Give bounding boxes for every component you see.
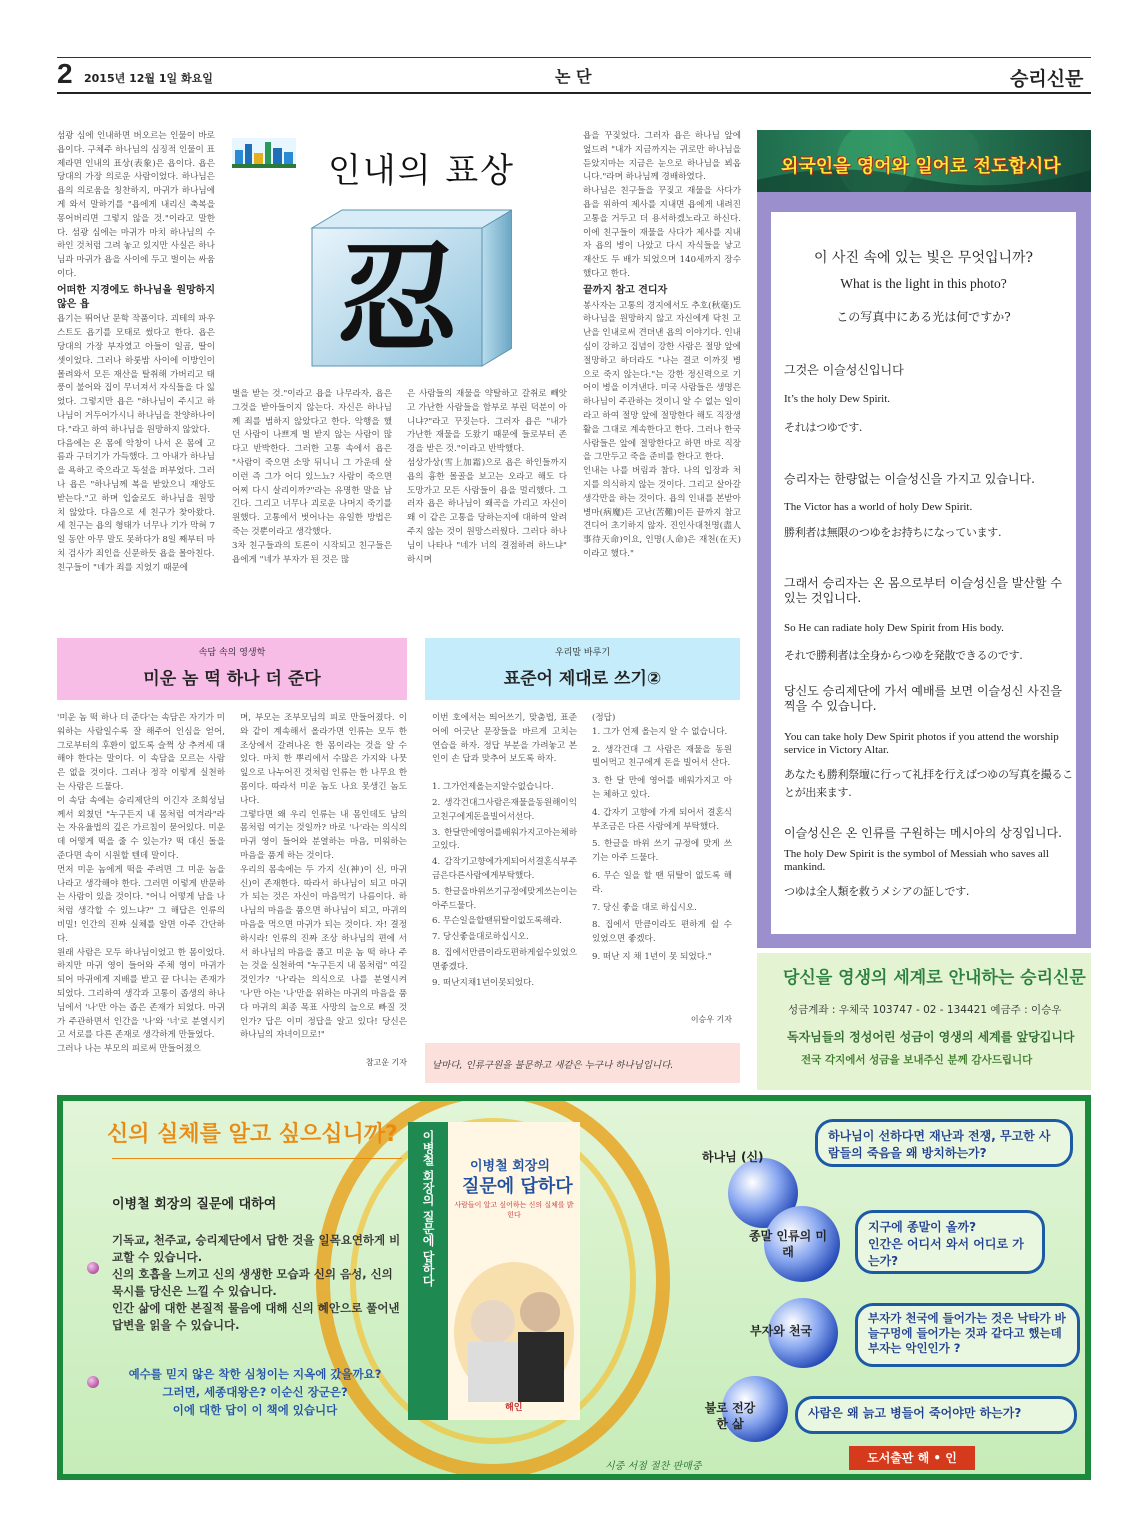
subheading: 어떠한 지경에도 하나님을 원망하지 않은 욥 bbox=[57, 284, 215, 310]
sphere-rich-label: 부자와 천국 bbox=[750, 1324, 813, 1338]
grammar-question-list bbox=[432, 781, 577, 990]
city-skyline-icon bbox=[232, 138, 296, 168]
statement-3-english: So He can radiate holy Dew Spirit from His body. bbox=[784, 622, 1004, 634]
pill-text: 하나님이 선하다면 재난과 전쟁, 무고한 사람들의 죽음을 왜 방치하는가? bbox=[828, 1129, 1051, 1160]
grammar-question: 4. 감작기고향에가게되어서결혼식부주금은다른사람에게부탁했다. bbox=[432, 857, 577, 881]
question-pill-2 bbox=[855, 1210, 1045, 1274]
ad-question-2: 그러면, 세종대왕은? 이순신 장군은? bbox=[162, 1385, 348, 1399]
grammar-question: 1. 그가언제올는지알수없습니다. bbox=[432, 782, 554, 793]
grammar-answers-label: (정답) bbox=[592, 713, 616, 723]
statement-4-korean: 당신도 승리제단에 가서 예배를 보면 이슬성신 사진을 찍을 수 있습니다. bbox=[784, 684, 1062, 713]
proverb-kicker: 속담 속의 영생학 bbox=[198, 648, 266, 658]
editorial-column-4 bbox=[583, 130, 741, 616]
grammar-answer: 8. 집에서 만큼이라도 편하게 쉴 수 있었으면 좋겠다. bbox=[592, 920, 732, 945]
book-title-1: 이병철 회장의 bbox=[470, 1159, 550, 1174]
editorial-title: 인내의 표상 bbox=[328, 151, 516, 191]
statement-4-english: You can take holy Dew Spirit photos if you attend the worship service in Victory Altar. bbox=[784, 731, 1059, 756]
paragraph: 벌을 받는 것."이라고 욥을 나무라자, 욥은 그것을 받아들이지 않는다. 자신은 하나님께 죄를 범하지 않았다고 한다. 악행을 했던 사람이 나쁘게 벌 받지 않는 사람이 많다고 반박한다. 그러한 고통 속에서 욥은 "사람이 죽으면 소망 뒤니니 그 가운데 살이런 즉 그가 어디 있느뇨? 사람이 죽으면 어찌 다시 살리이까?"라는 유명한 말을 남긴다. 그리고 너무나 괴로운 나머지 죽기를 원했다. 고통에서 벗어나는 유일한 방법은 죽는 것뿐이라고 생각했다. bbox=[232, 389, 392, 537]
sphere-health-label: 불로 전강한 삶 bbox=[704, 1401, 756, 1431]
grammar-intro: 이번 호에서는 띄어쓰기, 맞춤법, 표준어에 어긋난 문장들을 바르게 고치는 연습을 하자. 정답 부분을 가려놓고 본인이 손 답과 맞추어 보도록 하자. bbox=[432, 713, 577, 765]
question-pill-4 bbox=[795, 1396, 1077, 1434]
ad-body-3: 인간 삶에 대한 본질적 물음에 대해 신의 혜안으로 풀어낸 답변을 읽을 수 있습니다. bbox=[112, 1301, 400, 1332]
statement-1-japanese: それはつゆです. bbox=[784, 421, 863, 434]
statement-2-japanese: 勝利者は無限のつゆをお持ちになっています. bbox=[784, 526, 1002, 539]
question-japanese: この写真中にある光は何ですか? bbox=[836, 310, 1011, 324]
question-korean: 이 사진 속에 있는 빛은 무엇입니까? bbox=[813, 250, 1034, 266]
grammar-question: 8. 집에서만큼이라도편하게쉴수있었으면좋겠다. bbox=[432, 947, 577, 972]
statement-5-japanese: つゆは全人類を救うメシアの証しです. bbox=[784, 885, 970, 898]
donation-info-title: 당신을 영생의 세계로 안내하는 승리신문 bbox=[783, 968, 1086, 988]
cube-character: 忍 bbox=[337, 230, 457, 368]
handwritten-note: 날마다, 인류구원을 불문하고 새같은 누구나 하나님입니다. bbox=[432, 1060, 674, 1071]
issue-date: 2015년 12월 1일 화요일 bbox=[84, 72, 213, 85]
ad-subtitle: 이병철 회장의 질문에 대하여 bbox=[112, 1197, 277, 1212]
pill-text: 사람은 왜 늙고 병들어 죽어야만 하는가? bbox=[808, 1406, 1022, 1420]
publisher-badge: 도서출판 해 • 인 bbox=[849, 1446, 975, 1470]
grammar-question: 3. 한달만에영어를배워가지고아는체하고있다. bbox=[432, 827, 577, 852]
statement-5-korean: 이슬성신은 온 인류를 구원하는 메시아의 상징입니다. bbox=[784, 826, 1062, 840]
evangelism-banner-title: 외국인을 영어와 일어로 전도합시다 bbox=[781, 156, 1061, 177]
ad-body-1: 기독교, 천주교, 승리제단에서 답한 것을 일목요연하게 비교할 수 있습니다. bbox=[112, 1233, 401, 1264]
book-subtitle: 사람들이 알고 싶어하는 신의 실체를 밝힌다 bbox=[454, 1201, 574, 1219]
header-top-rule bbox=[57, 57, 1091, 58]
proverb-column-1: '미운 놈 떡 하나 더 준다'는 속담은 자기가 미워하는 사람일수록 잘 해주어 인심을 얻어, 그로부터의 후환이 없도록 슬쩍 상 추켜세 대해야 한다는 말이다. 이 속담을 모르는 사람은 없을 것이다. 그러나 정작 이렇게 실천하는 사람은 드물다. 이 속담 속에는 승리제단의 이긴자 조희성님께서 외쳤던 "누구든지 내 몸처럼 여겨라"라는 자유율법의 깊은 가르침이 묻어있다. 미운데 어떻게 떡을 줄 수 있는가? 떡 대신 돌을 준다면 속이 시원할 텐데 말이다. 먼저 미운 놈에게 떡을 주려면 그 미운 놈을 나라고 생각해야 한다. 그러면 이렇게 반문하는 사람이 있을 것이다. "어니 어떻게 남을 나처럼 생각할 수 있느냐?" 그 해답은 인류의 비밀! 인간의 진짜 실체를 알면 아주 간단하다. 원래 사람은 모두 하나님이었고 한 몸이었다. 하지만 마귀 영이 들어와 주체 영이 마귀가 되어 마귀에게 지배를 받고 끝 다니는 존재가 되었다. 그리하여 생각과 고통이 좁생의 하나님에서 '나'만 아는 좁은 존재가 되었다. 마귀가 주관하면서 인간을 '나'와 '너'로 분열시키고 서로를 다른 존재로 생각하게 만들었다. 그러나 나는 부모의 피로써 만들어졌으 bbox=[57, 713, 225, 1055]
pink-bullet-icon bbox=[87, 1262, 99, 1274]
question-pill-3 bbox=[855, 1303, 1080, 1367]
grammar-answer: 5. 한글을 바위 쓰기 규정에 맞게 쓰기는 아주 드물다. bbox=[592, 839, 732, 864]
statement-1-english: It’s the holy Dew Spirit. bbox=[784, 393, 891, 405]
grammar-question: 9. 떠난지채1년이못되었다. bbox=[432, 977, 535, 988]
grammar-answer: 2. 생각건대 그 사람은 재물을 동원 빌어먹고 친구에게 돈을 빌어서 산다. bbox=[592, 744, 732, 769]
grammar-question: 7. 당신좋을대로하십시오. bbox=[432, 932, 529, 943]
grammar-answer: 9. 떠난 지 채 1년이 못 되었다." bbox=[592, 951, 712, 962]
newspaper-brand: 승리신문 bbox=[1010, 68, 1084, 90]
paragraph: 욥을 꾸짖었다. 그러자 욥은 하나님 앞에 엎드려 "내가 지금까지는 귀로만 하나님을 듣았지마는 지금은 눈으로 하나님을 뵈옵니다."라며 하나님께 경배하였다. bbox=[583, 131, 741, 183]
grammar-question: 6. 무슨일을할땐뒤탈이없도록해라. bbox=[432, 916, 562, 927]
ad-question-1: 예수를 믿지 않은 착한 심청이는 지옥에 갔을까요? bbox=[128, 1367, 382, 1381]
book-title-2: 질문에 답하다 bbox=[462, 1176, 573, 1197]
grammar-question: 5. 한글을바위쓰기규정에맞게쓰는이는아주드물다. bbox=[432, 886, 577, 911]
paragraph: 섬광 심에 인내하면 버오르는 인물이 바로 욥이다. 구체주 하나님의 심징적 인물이 표제라면 인내의 표상(表象)은 욥이다. 욥은 당대의 가장 의로운 사람이었다. 하나님은 욥의 의로움을 칭찬하지, 마귀가 하나님에게 와서 말하기를 "욥에게 내리신 축복을 몽어버리면 그렇지 않을 것."이라고 말한다. 섬광 심에는 마귀가 마치 하나님의 수하인 것처럼 그려 놓고 있지만 사실은 하나님과 마귀가 욥을 사이에 두고 벌이는 싸움이다. bbox=[57, 131, 215, 279]
editorial-column-3 bbox=[407, 388, 567, 618]
paragraph: 은 사람들의 재물을 약탈하고 갈취로 빼앗고 가난한 사람들을 함부로 부린 덕분이 아니냐?"라고 꾸짓는다. 그러자 욥은 "내가 가난한 재물을 도왔기 때문에 들로부터 존경을 받은 것."이라고 반박했다. bbox=[407, 389, 567, 455]
question-english: What is the light in this photo? bbox=[840, 276, 1007, 291]
statement-1-korean: 그것은 이슬성신입니다 bbox=[784, 363, 904, 377]
statement-3-korean: 그래서 승리자는 온 몸으로부터 이슬성신을 발산할 수 있는 것입니다. bbox=[784, 576, 1062, 605]
paragraph: 욥기는 뛰어난 문학 작품이다. 괴테의 파우스트도 욥기를 모태로 썼다고 한다. 욥은 당대의 가장 부자였고 아들이 일곱, 딸이 셋이었다. 그러나 하룻밤 사이에 이방인이 몰려와서 모든 재산을 탈취해 가버리고 태풍이 불어와 집이 무너져서 자식들을 다 잃었다. 그렇지만 욥은 "하나님이 주시고 하나님이 거두어가시니 하나님을 찬양하나이다."라고 하여 하나님을 원망하지 않았다. bbox=[57, 314, 215, 435]
section-name: 논 단 bbox=[555, 67, 592, 86]
paragraph: 인내는 나를 버림과 참다. 나의 입장과 처지를 의식하지 않는 것이다. 그리고 살아갈 생각만을 하는 것이다. 욥의 인내를 본받아 병마(病魔)든 고난(苦難)이든 끝까지 참고 견디어 초기하지 않자. 진인사대천명(盡人事待天命)이요, 인명(人命)은 재천(在天)이라고 했다." bbox=[583, 466, 741, 559]
grammar-answers bbox=[592, 712, 732, 1022]
paragraph: 친구들이 "네가 죄를 지었기 때문에 bbox=[57, 562, 189, 573]
statement-5-english: The holy Dew Spirit is the symbol of Messiah who saves all mankind. bbox=[784, 848, 1049, 873]
pill-text: 부자가 천국에 들어가는 것은 낙타가 바늘구멍에 들어가는 것과 같다고 했는데 부자는 악인인가 ? bbox=[868, 1311, 1066, 1355]
paragraph: 하나님은 친구들을 꾸짖고 재물을 사다가 욥을 위하여 제사를 지내면 욥에게 내려진 고통을 거두고 더 용서하겠노라고 하신다. 이에 친구들이 재물을 사다가 제사를 지내자 욥의 병이 나았고 다시 자식들을 낳고 재산도 두 배가 되었으며 140세까지 장수했다고 한다. bbox=[583, 186, 741, 279]
grammar-answer: 1. 그가 언제 올는지 알 수 없습니다. bbox=[592, 726, 728, 737]
page-number: 2 bbox=[57, 58, 73, 89]
paragraph: 3차 친구들과의 토론이 시작되고 친구들은 욥에게 "네가 부자가 된 것은 많 bbox=[232, 540, 392, 565]
proverb-title: 미운 놈 떡 하나 더 준다 bbox=[143, 669, 321, 689]
book-publisher-mark: 해인 bbox=[505, 1403, 523, 1413]
ad-headline: 신의 실체를 알고 싶으십니까? bbox=[107, 1122, 398, 1147]
question-pill-1 bbox=[815, 1119, 1073, 1167]
ad-body-2: 신의 호흡을 느끼고 신의 생생한 모습과 신의 음성, 신의 묵시를 당신은 느낄 수 있습니다. bbox=[112, 1267, 393, 1298]
sphere-god-label: 하나님 (신) bbox=[702, 1150, 764, 1164]
donation-account: 성금계좌 : 우체국 103747 - 02 - 134421 예금주 : 이승우 bbox=[788, 1004, 1062, 1016]
statement-3-japanese: それで勝利者は全身からつゆを発散できるのです. bbox=[784, 649, 1023, 662]
grammar-signature: 이승우 기자 bbox=[690, 1015, 732, 1024]
ad-divider bbox=[112, 1158, 402, 1159]
statement-2-english: The Victor has a world of holy Dew Spirit. bbox=[784, 501, 973, 513]
grammar-answer: 7. 당신 좋을 대로 하십시오. bbox=[592, 902, 697, 913]
grammar-answer-list bbox=[592, 726, 732, 965]
editorial-column-2 bbox=[232, 388, 392, 618]
paragraph: 섬상가상(雪上加霜)으로 욥은 하인들까지 욥의 흉한 몰골을 보고는 오라고 해도 다 도망가고 모든 사람들이 욥을 멀리했다. 그러자 욥은 하나님이 왜곡을 가리고 자신이 왜 이 같은 고통을 당하는지에 대하여 알려주지 않는 것이 원망스러웠다. 그러다 하나님이 나타나 "네가 너의 결점하려 하느냐" 하시며 bbox=[407, 457, 567, 565]
statement-4-japanese: あなたも勝利祭壇に行って礼拝を行えばつゆの写真を撮ることが出来ます. bbox=[784, 768, 1073, 799]
paragraph: 다음에는 온 몸에 악창이 나서 온 몸에 고름과 구더기가 가득했다. 그 아내가 하나님을 욕하고 죽으라고 독설을 퍼부었다. 그러나 욥은 "하나님께 복을 받았으니 재앙도 받는다."고 하며 입술로도 하나님을 원망치 않았다. 다음으로 세 친구가 찾아왔다. 세 친구는 욥의 형태가 너무나 기가 막혀 7일 동안 아무 말도 못하다가 8일 째부터 마치 검사가 죄인을 신문하듯 욥을 몰아친다. bbox=[57, 438, 215, 559]
patience-cube-illustration bbox=[282, 208, 512, 368]
proverb-signature: 참고운 기자 bbox=[365, 1058, 407, 1067]
subheading: 끝까지 참고 견디자 bbox=[583, 284, 668, 296]
bookstore-note: 시중 서점 절찬 판매중 bbox=[605, 1461, 702, 1472]
pill-text: 지구에 종말이 올까? bbox=[868, 1220, 977, 1234]
grammar-answer: 3. 한 달 만에 영어를 배워가지고 아는 체하고 있다. bbox=[592, 776, 732, 800]
grammar-question: 2. 생각건대그사람은재물을동원해이익고친구에게돈을빌어서선다. bbox=[432, 797, 577, 822]
book-spine-title: 이병철 회장의 질문에 답하다 bbox=[421, 1130, 435, 1287]
grammar-kicker: 우리말 바루기 bbox=[554, 648, 611, 658]
grammar-answer: 4. 갑자기 고향에 가게 되어서 결혼식 부조금은 다른 사람에게 부탁했다. bbox=[592, 807, 732, 832]
ad-question-3: 이에 대한 답이 이 책에 있습니다 bbox=[172, 1403, 338, 1417]
sphere-future-label: 종말 인류의 미래 bbox=[749, 1229, 827, 1259]
statement-2-korean: 승리자는 한량없는 이슬성신을 가지고 있습니다. bbox=[784, 472, 1035, 486]
grammar-title: 표준어 제대로 쓰기② bbox=[503, 669, 662, 689]
pink-bullet-icon bbox=[87, 1376, 99, 1388]
pill-text: 인간은 어디서 와서 어디로 가는가? bbox=[868, 1237, 1024, 1268]
header-bottom-rule bbox=[57, 92, 1091, 94]
paragraph: 봉사자는 고통의 경지에서도 추호(秋毫)도 하나님을 원망하지 않고 자신에게 닥친 고난을 인내로써 견뎌낸 욥의 이야기다. 인내심이 강하고 집념이 강한 사람은 절망 앞에 절망하고 하더라도 "나는 결코 이까짓 병으로 죽지 않는다."는 강한 정신력으로 기어이 병을 이겨낸다. 미국 사람들은 생명은 하나님이 주관하는 것이니 알 수 없는 일이라고 하여 절망 앞에 절망한다 해도 직장생활을 그대로 계속한다고 한다. 그러나 한국 사람들은 앞에 절망한다고 하면 바로 직장을 그만두고 죽을 준비를 한다고 한다. bbox=[583, 300, 741, 463]
grammar-answer: 6. 무슨 일을 할 땐 뒤탈이 없도록 해라. bbox=[592, 870, 732, 895]
proverb-column-2: 며, 부모는 조부모님의 피로 만들어졌다. 이와 같이 계속해서 올라가면 인류는 모두 한 조상에서 갈려나온 한 몸이라는 것을 알 수 있다. 마치 한 뿌리에서 수많은 가지와 나뭇잎으로 나누어진 것처럼 인류는 한 나무요 한 몸이다. 따라서 미운 놈도 나요 못생긴 놈도 나다. 그렇다면 왜 우리 인류는 내 몸인데도 남의 몸처럼 여기는 것일까? 바로 '나'라는 의식의 마귀 영이 들어와 분열하는 마음, 미워하는 마음을 품게 하는 것이다. 우리의 몸속에는 두 가지 신(神)이 신, 마귀 신)이 존재한다. 따라서 하나님이 되고 마귀가 되는 것은 자신이 마음먹기 나름이다. 하나님의 마음을 품으면 하나님이 되고, 마귀의 마음을 먹으면 마귀가 되는 것이다. 자! 결정하시라! 인류의 진짜 조상 하나님의 편에 서서 하나님의 마음을 품고 미운 놈 떡 하나 주는 것을 실천하여 "누구든지 내 몸처럼" 여길 것인가? '나'라는 의식으로 나를 분열시켜 '나'만 아는 '나'만을 위하는 마귀의 마음을 품다 마귀의 최종 목표 사망의 늪으로 빠질 것인가? 답은 이미 정답을 알고 있다! 당신은 하나님의 자녀이므로!" bbox=[240, 713, 407, 1041]
donation-thanks: 전국 각지에서 성금을 보내주신 분께 감사드립니다 bbox=[801, 1054, 1033, 1066]
donation-message: 독자님들의 정성어린 성금이 영생의 세계를 앞당깁니다 bbox=[787, 1030, 1075, 1044]
editorial-column-1 bbox=[57, 130, 215, 616]
grammar-questions bbox=[432, 712, 577, 1042]
